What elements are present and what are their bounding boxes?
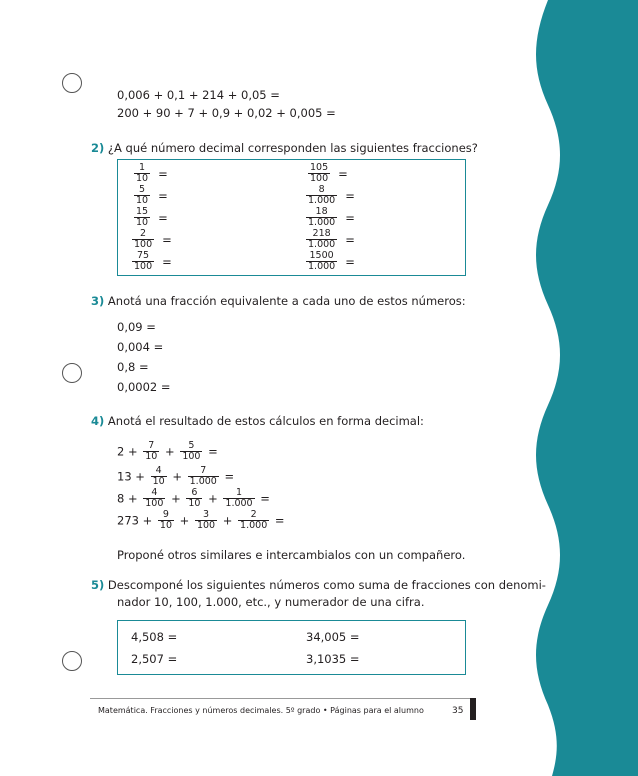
binder-hole-middle [62, 363, 82, 383]
page-number: 35 [452, 706, 464, 716]
decompose-item: 34,005 = [306, 630, 360, 644]
exercise-5-prompt-line1: Descomponé los siguientes números como suma de fracciones con denomi- [107, 578, 546, 592]
exercise-2-number: 2) [91, 141, 105, 155]
exercise-3-number: 3) [91, 294, 105, 308]
footer-rule [90, 698, 475, 699]
footer-text: Matemática. Fracciones y números decimales. 5º grado • Páginas para el alumno [98, 706, 424, 715]
exercise-3-heading [91, 294, 466, 308]
exercise-4-number: 4) [91, 414, 105, 428]
calculation-1: 2 + $\frac{7}{10}$ + $\frac{5}{100}$ = [117, 440, 218, 462]
exercise-3-item: 0,004 = [117, 340, 164, 354]
calculation-3: 8 + $\frac{4}{100}$ + $\frac{6}{10}$ + $\frac{1}{1.000}$ = [117, 487, 270, 509]
exercise-4-heading [91, 414, 424, 428]
exercise-3-item: 0,09 = [117, 320, 156, 334]
intro-sum-2: 200 + 90 + 7 + 0,9 + 0,02 + 0,005 = [117, 106, 336, 120]
fraction-105-100: $\frac{105}{100}$ = [310, 162, 348, 184]
decompose-item: 3,1035 = [306, 652, 360, 666]
decompose-item: 2,507 = [131, 652, 178, 666]
fraction-5-10: $\frac{5}{10}$ = [136, 184, 168, 206]
exercise-3-prompt: Anotá una fracción equivalente a cada uno de estos números: [107, 294, 466, 308]
fraction-75-100: $\frac{75}{100}$ = [134, 250, 172, 272]
calculation-4: 273 + $\frac{9}{10}$ + $\frac{3}{100}$ + $\frac{2}{1.000}$ = [117, 509, 285, 531]
footer-marker-bar [470, 698, 476, 720]
exercise-5-heading [91, 578, 546, 592]
fraction-218-1000: $\frac{218}{1.000}$ = [308, 228, 355, 250]
wave-shape [536, 0, 638, 776]
fraction-2-100: $\frac{2}{100}$ = [134, 228, 172, 250]
fraction-1500-1000: $\frac{1500}{1.000}$ = [308, 250, 355, 272]
exercise-4-prompt: Anotá el resultado de estos cálculos en forma decimal: [107, 414, 424, 428]
fraction-18-1000: $\frac{18}{1.000}$ = [308, 206, 355, 228]
exercise-2-heading [91, 141, 478, 155]
exercise-4-note: Proponé otros similares e intercambialos con un compañero. [117, 548, 466, 562]
fraction-8-1000: $\frac{8}{1.000}$ = [308, 184, 355, 206]
exercise-3-item: 0,8 = [117, 360, 149, 374]
exercise-5-number: 5) [91, 578, 105, 592]
decompose-item: 4,508 = [131, 630, 178, 644]
fraction-1-10: $\frac{1}{10}$ = [136, 162, 168, 184]
exercise-2-prompt: ¿A qué número decimal corresponden las siguientes fracciones? [107, 141, 478, 155]
exercise-5-box [117, 620, 466, 675]
fraction-15-10: $\frac{15}{10}$ = [136, 206, 168, 228]
calculation-2: 13 + $\frac{4}{10}$ + $\frac{7}{1.000}$ = [117, 465, 235, 487]
exercise-3-item: 0,0002 = [117, 380, 171, 394]
binder-hole-top [62, 73, 82, 93]
intro-sum-1: 0,006 + 0,1 + 214 + 0,05 = [117, 88, 280, 102]
exercise-5-prompt-line2: nador 10, 100, 1.000, etc., y numerador de una cifra. [117, 595, 425, 609]
binder-hole-bottom [62, 651, 82, 671]
